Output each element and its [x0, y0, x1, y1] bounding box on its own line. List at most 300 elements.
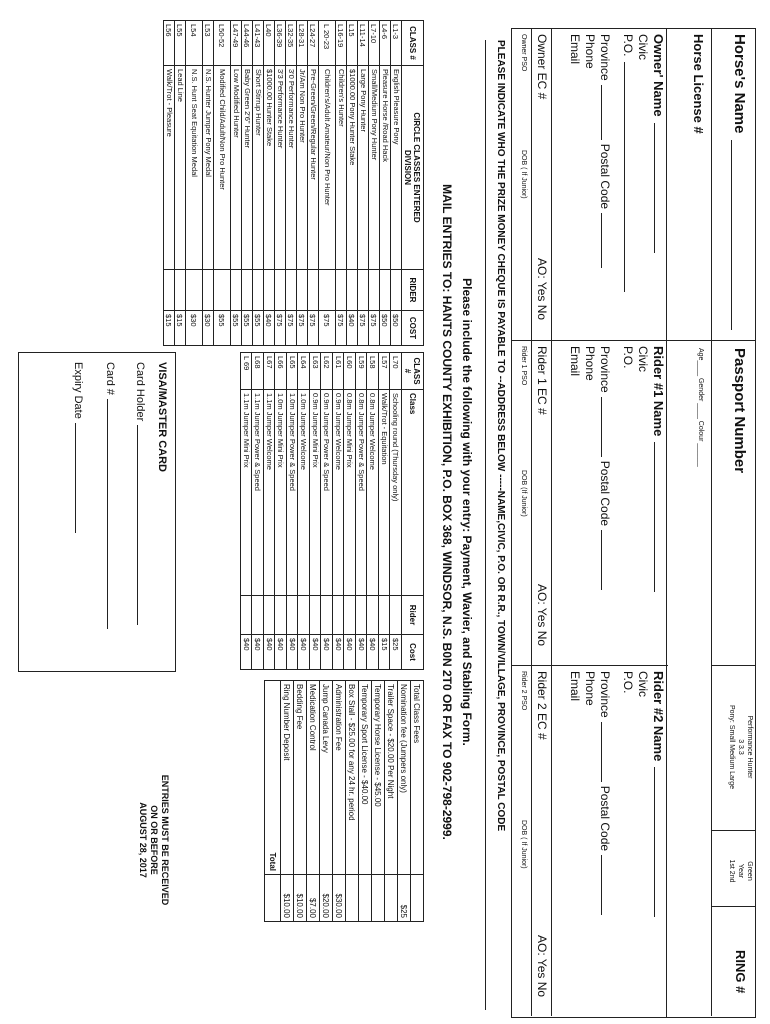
ring-label: RING # — [733, 950, 748, 994]
table-row — [164, 21, 175, 346]
class-division: 3'3 Performance Hunter — [275, 66, 286, 270]
class-number: L56 — [164, 21, 175, 66]
rider-cell — [380, 270, 391, 311]
rider-cell — [379, 596, 391, 635]
class-division: Walk/Trot - Pleasure — [164, 66, 175, 270]
class-number: L15 — [347, 21, 358, 66]
rider-cell — [333, 596, 345, 635]
class-division: $1000.00 Hunter Stake — [264, 66, 275, 270]
table-row — [379, 353, 391, 670]
fee-label: Nomination fee (Jumpers only) — [398, 681, 411, 875]
fee-row — [320, 681, 333, 922]
t2-header-cost: Cost — [402, 635, 424, 670]
class-number: L7-10 — [369, 21, 380, 66]
class-division: N.S. Hunter Jumper Pony Medal — [203, 66, 214, 270]
rider1-name-label: Rider #1 Name — [651, 346, 666, 437]
class-cost: $15 — [175, 311, 186, 346]
fee-row — [372, 681, 385, 922]
fee-amount — [346, 875, 359, 922]
fee-amount: $10.00 — [281, 875, 294, 922]
class-division: English Pleasure Pony — [391, 66, 402, 270]
fee-amount: $10.00 — [294, 875, 307, 922]
notice-rule — [485, 40, 486, 1010]
t2-header-rider: Rider — [402, 596, 424, 635]
division-class-table — [163, 20, 424, 346]
t1-header-class: CLASS # — [402, 21, 424, 66]
rider-cell — [319, 270, 336, 311]
t1-header-division — [402, 66, 424, 270]
rider-cell — [264, 596, 276, 635]
table-row — [390, 353, 402, 670]
card-holder-label: Card Holder — [134, 362, 146, 422]
class-number: L67 — [264, 353, 276, 390]
table-row — [333, 353, 345, 670]
class-cost: $25 — [390, 635, 402, 670]
class-cost: $30 — [203, 311, 214, 346]
card-title: VISA/MASTER CARD — [156, 362, 168, 473]
class-cost: $40 — [367, 635, 379, 670]
rider1-pso: Rider 1 PSO — [520, 346, 527, 386]
card-expiry-field — [72, 362, 84, 533]
class-number: L24-27 — [308, 21, 319, 66]
class-name: 1.1m Jumper Mini Prix — [241, 390, 253, 596]
class-name: 1.0m Jumper Welcome — [298, 390, 310, 596]
jumper-class-table — [240, 352, 424, 670]
class-number: L58 — [367, 353, 379, 390]
table-row — [253, 21, 264, 346]
contacts-divider-h1 — [551, 28, 552, 1016]
table-row — [369, 21, 380, 346]
fee-amount: $25 — [398, 875, 411, 922]
card-holder-line — [137, 425, 138, 625]
deadline-line-3: AUGUST 28, 2017 — [138, 802, 148, 878]
fee-row — [346, 681, 359, 922]
class-number: L57 — [379, 353, 391, 390]
green-line-3: 1st 2nd — [728, 859, 735, 883]
fee-amount — [411, 875, 424, 922]
class-number: L59 — [356, 353, 368, 390]
t2-header-name: Class — [402, 390, 424, 596]
deadline-line-2: ON OR BEFORE — [149, 805, 159, 875]
class-name: 0.8m Jumper Power & Speed — [356, 390, 368, 596]
class-name: 1.0m Jumper Mini Prix — [275, 390, 287, 596]
table-row — [275, 353, 287, 670]
class-number: L68 — [252, 353, 264, 390]
rider-cell — [297, 270, 308, 311]
rider-cell — [390, 596, 402, 635]
rider1-province-line — [601, 397, 602, 457]
rider-cell — [241, 596, 253, 635]
rider2-dob: DOB ( If Junior) — [520, 820, 527, 869]
fee-label: Trailer Space - $20.00 Per Night — [385, 681, 398, 875]
class-number: L28-31 — [297, 21, 308, 66]
class-cost: $40 — [298, 635, 310, 670]
card-number-label: Card # — [104, 362, 116, 396]
fee-row — [411, 681, 424, 922]
rider2-email: Email — [568, 671, 582, 702]
class-number: L41-43 — [253, 21, 264, 66]
green-year-box — [727, 836, 754, 906]
rider-cell — [264, 270, 275, 311]
table-row — [275, 21, 286, 346]
class-cost: $55 — [253, 311, 264, 346]
rider-cell — [308, 270, 319, 311]
class-cost: $40 — [347, 311, 358, 346]
rider-cell — [298, 596, 310, 635]
card-number-line — [107, 399, 108, 629]
fee-amount — [385, 875, 398, 922]
class-cost: $40 — [264, 635, 276, 670]
class-division: Jr/Am Non Pro Hunter — [297, 66, 308, 270]
class-number: L32-35 — [286, 21, 297, 66]
class-name: 1.1m Jumper Welcome — [264, 390, 276, 596]
age-gender-colour: Age____ Gender ____ Colour ______ — [697, 348, 704, 467]
class-division: $1000.00 Pony Hunter Stake — [347, 66, 358, 270]
class-cost: $55 — [214, 311, 231, 346]
fee-row — [398, 681, 411, 922]
class-cost: $40 — [356, 635, 368, 670]
rider-cell — [275, 270, 286, 311]
fees-table — [264, 680, 424, 922]
contacts-divider-h2 — [531, 28, 532, 1016]
horse-name-label: Horse's Name — [731, 34, 748, 134]
rider1-name-line — [654, 442, 655, 592]
rider-cell — [321, 596, 333, 635]
class-name: 0.8m Jumper Mini Prix — [344, 390, 356, 596]
table-row — [310, 353, 322, 670]
owner-section — [567, 34, 666, 334]
class-cost: $75 — [358, 311, 369, 346]
rider-cell — [287, 596, 299, 635]
class-number: L1-3 — [391, 21, 402, 66]
table-row — [286, 21, 297, 346]
fee-label: Ring Number Deposit — [281, 681, 294, 875]
class-cost: $50 — [380, 311, 391, 346]
rider-cell — [344, 596, 356, 635]
contacts-divider-1 — [512, 340, 668, 341]
rider2-civic: Civic — [636, 671, 650, 697]
green-line-2: Year — [737, 863, 744, 879]
owner-name-line — [654, 123, 655, 253]
class-cost: $75 — [336, 311, 347, 346]
class-cost: $75 — [275, 311, 286, 346]
table-row — [298, 353, 310, 670]
table-row — [175, 21, 186, 346]
class-number: L 69 — [241, 353, 253, 390]
rider2-phone: Phone — [583, 671, 597, 706]
fee-row — [307, 681, 320, 922]
class-name: 0.9m Jumper Welcome — [333, 390, 345, 596]
table-row — [231, 21, 242, 346]
class-number: L4-6 — [380, 21, 391, 66]
rider-cell — [310, 596, 322, 635]
rider2-ec-label: Rider 2 EC # — [535, 671, 549, 740]
rider2-province: Province — [598, 671, 612, 718]
fee-amount — [359, 875, 372, 922]
t2-header-class: CLASS # — [402, 353, 424, 390]
class-division: Children's/Adult Amateur/Non Pro Hunter — [319, 66, 336, 270]
table-row — [264, 353, 276, 670]
rider2-po: P.O. — [621, 671, 635, 694]
class-cost: $55 — [231, 311, 242, 346]
rider-cell — [358, 270, 369, 311]
class-division: Large Pony Hunter — [358, 66, 369, 270]
owner-province: Province — [598, 34, 612, 81]
class-cost: $75 — [308, 311, 319, 346]
fee-row — [359, 681, 372, 922]
card-holder-field — [134, 362, 146, 625]
class-cost: $75 — [286, 311, 297, 346]
class-cost: $55 — [242, 311, 253, 346]
table-row — [356, 353, 368, 670]
rider1-po: P.O. — [621, 346, 635, 369]
class-cost: $75 — [297, 311, 308, 346]
fee-label: Temporary Sport License - $40.00 — [359, 681, 372, 875]
owner-po: P.O. — [621, 34, 635, 57]
owner-phone: Phone — [583, 34, 597, 69]
deadline-notice — [137, 760, 170, 920]
class-division: Modified Child/Adult/Non Pro Hunter — [214, 66, 231, 270]
table-row — [186, 21, 203, 346]
rider2-ao: AO: Yes No — [535, 935, 549, 998]
t1-header-division-label: DIVISION — [403, 149, 413, 186]
class-number: L11-14 — [358, 21, 369, 66]
rider2-name-line — [654, 767, 655, 917]
header-divider-v1 — [712, 340, 756, 341]
owner-po-line — [624, 62, 625, 292]
class-cost: $75 — [369, 311, 380, 346]
class-division: Small/Medium Pony Hunter — [369, 66, 380, 270]
class-division: Pre-Green/Green/Regular Hunter — [308, 66, 319, 270]
class-number: L61 — [333, 353, 345, 390]
rider1-dob: DOB (If Junior) — [520, 470, 527, 517]
class-division: Pleasure Horse /Road Hack — [380, 66, 391, 270]
class-division: 3'0 Performance Hunter — [286, 66, 297, 270]
owner-ec-label: Owner EC # — [535, 34, 549, 100]
green-line-1: Green — [746, 861, 753, 881]
class-number: L 20-23 — [319, 21, 336, 66]
fee-row — [333, 681, 346, 922]
class-number: L50-52 — [214, 21, 231, 66]
class-number: L65 — [287, 353, 299, 390]
rider-cell — [175, 270, 186, 311]
table-row — [203, 21, 214, 346]
fee-row — [281, 681, 294, 922]
rider-cell — [391, 270, 402, 311]
class-division: Short Stirrup Hunter — [253, 66, 264, 270]
table-row — [347, 21, 358, 346]
fee-label: Administration Fee — [333, 681, 346, 875]
header-divider-v4 — [668, 340, 712, 341]
rider1-email: Email — [568, 346, 582, 377]
card-expiry-line — [75, 423, 76, 533]
t1-header-cost: COST — [402, 311, 424, 346]
class-division: Baby Green 2'6" Hunter — [242, 66, 253, 270]
class-cost: $40 — [333, 635, 345, 670]
class-number: L64 — [298, 353, 310, 390]
class-division: N.S. Hunt Seat Equitation Medal — [186, 66, 203, 270]
rider-cell — [336, 270, 347, 311]
rider-cell — [214, 270, 231, 311]
rider-cell — [286, 270, 297, 311]
rider-cell — [203, 270, 214, 311]
owner-postal-line — [601, 213, 602, 268]
class-number: L55 — [175, 21, 186, 66]
table-row — [241, 353, 253, 670]
class-number: L53 — [203, 21, 214, 66]
class-cost: $30 — [186, 311, 203, 346]
class-number: L40 — [264, 21, 275, 66]
rider-cell — [367, 596, 379, 635]
table-row — [308, 21, 319, 346]
class-cost: $40 — [310, 635, 322, 670]
fee-amount: $7.00 — [307, 875, 320, 922]
fees-total-value — [265, 875, 281, 922]
rider1-section — [567, 346, 666, 658]
class-name: Schooling round (Thursday only) — [390, 390, 402, 596]
owner-postal: Postal Code — [598, 143, 612, 210]
perf-line-1: Performance Hunter — [746, 715, 753, 779]
rider1-phone: Phone — [583, 346, 597, 381]
fee-amount: $30.00 — [333, 875, 346, 922]
table-row — [321, 353, 333, 670]
performance-hunter-box — [727, 672, 754, 822]
class-name: Walk/Trot - Equitation — [379, 390, 391, 596]
fee-row — [385, 681, 398, 922]
owner-name-label: Owner' Name — [651, 34, 666, 117]
horse-license-label: Horse License # — [691, 34, 706, 134]
header-divider-h — [711, 28, 712, 1016]
class-cost: $40 — [241, 635, 253, 670]
t1-caption: CIRCLE CLASSES ENTERED — [412, 112, 422, 223]
table-row — [264, 21, 275, 346]
fee-amount: $20.00 — [320, 875, 333, 922]
table-row — [319, 21, 336, 346]
table-row — [336, 21, 347, 346]
rider-cell — [164, 270, 175, 311]
rider2-province-line — [601, 722, 602, 782]
class-division: Children's Hunter — [336, 66, 347, 270]
table-row — [287, 353, 299, 670]
fee-amount — [372, 875, 385, 922]
rider-cell — [253, 270, 264, 311]
rider1-province: Province — [598, 346, 612, 393]
class-name: 0.9m Jumper Mini Prix — [310, 390, 322, 596]
fee-row — [294, 681, 307, 922]
card-number-field — [104, 362, 116, 629]
perf-line-2: 3 3.3 — [737, 739, 744, 755]
mail-entries-notice: MAIL ENTRIES TO: HANTS COUNTY EXHIBITION, P.O. BOX 368, WINDSOR, N.S. B0N 2T0 OR FAX TO 902-798-2999. — [440, 184, 454, 840]
rider1-postal-line — [601, 530, 602, 590]
class-cost: $15 — [379, 635, 391, 670]
table-row — [380, 21, 391, 346]
rider2-pso: Rider 2 PSO — [520, 671, 527, 711]
fee-label: Bedding Fee — [294, 681, 307, 875]
fee-label: Temporary Horse License - $45.00 — [372, 681, 385, 875]
fee-label: Box Stall - $25.00 for any 24 hr. period — [346, 681, 359, 875]
table-row — [214, 21, 231, 346]
horse-name-line — [731, 140, 732, 330]
table-row — [391, 21, 402, 346]
table-row — [358, 21, 369, 346]
class-name: 1.0m Jumper Power & Speed — [287, 390, 299, 596]
class-number: L47-49 — [231, 21, 242, 66]
passport-label: Passport Number — [731, 348, 748, 474]
fee-label: Jump Canada Levy — [320, 681, 333, 875]
class-number: L16-19 — [336, 21, 347, 66]
class-number: L66 — [275, 353, 287, 390]
rider1-postal: Postal Code — [598, 460, 612, 527]
fee-label: Total Class Fees — [411, 681, 424, 875]
table-row — [297, 21, 308, 346]
prize-cheque-notice: PLEASE INDICATE WHO THE PRIZE MONEY CHEQUE IS PAYABLE TO --ADDRESS BELOW -----NAME,CIVIC, P.O. OR R.R., TOWN/VILLAGE, PROVINCE, POSTAL CODE — [495, 40, 506, 832]
table-row — [344, 353, 356, 670]
owner-province-line — [601, 85, 602, 140]
class-cost: $40 — [275, 635, 287, 670]
perf-line-3: Pony: Small Medium Large — [728, 704, 735, 790]
fee-label: Medication Control — [307, 681, 320, 875]
class-cost: $15 — [164, 311, 175, 346]
class-cost: $40 — [252, 635, 264, 670]
class-number: L54 — [186, 21, 203, 66]
rider-cell — [347, 270, 358, 311]
class-cost: $40 — [321, 635, 333, 670]
header-divider-v3 — [712, 830, 756, 831]
rider1-civic: Civic — [636, 346, 650, 372]
class-number: L44-46 — [242, 21, 253, 66]
card-expiry-label: Expiry Date — [72, 362, 84, 419]
fees-total-label: Total — [265, 681, 281, 875]
owner-ao: AO: Yes No — [535, 258, 549, 321]
class-cost: $40 — [344, 635, 356, 670]
table-row — [242, 21, 253, 346]
class-number: L63 — [310, 353, 322, 390]
class-cost: $50 — [391, 311, 402, 346]
owner-email: Email — [568, 34, 582, 65]
rider-cell — [186, 270, 203, 311]
rider2-postal-line — [601, 855, 602, 915]
rider-cell — [275, 596, 287, 635]
credit-card-box — [18, 352, 176, 672]
t1-header-rider: RIDER — [402, 270, 424, 311]
class-number: L62 — [321, 353, 333, 390]
class-cost: $40 — [287, 635, 299, 670]
table-row — [367, 353, 379, 670]
rider-cell — [231, 270, 242, 311]
rider-cell — [369, 270, 380, 311]
rider-cell — [252, 596, 264, 635]
class-division: Low Modified Hunter — [231, 66, 242, 270]
rider2-postal: Postal Code — [598, 785, 612, 852]
table-row — [252, 353, 264, 670]
owner-dob: DOB ( If Junior) — [520, 150, 527, 199]
rider2-name-label: Rider #2 Name — [651, 671, 666, 762]
deadline-line-1: ENTRIES MUST BE RECEIVED — [160, 774, 170, 906]
class-number: L60 — [344, 353, 356, 390]
header-divider-v2 — [712, 665, 756, 666]
class-name: 0.9m Jumper Power & Speed — [321, 390, 333, 596]
class-division: Lead Line — [175, 66, 186, 270]
contacts-divider-2 — [512, 665, 668, 666]
rider1-ao: AO: Yes No — [535, 584, 549, 647]
rider2-section — [567, 671, 666, 1011]
owner-pso: Owner PSO — [520, 34, 527, 72]
rider-cell — [356, 596, 368, 635]
class-number: L36-39 — [275, 21, 286, 66]
class-name: 0.8m Jumper Welcome — [367, 390, 379, 596]
class-name: 1.1m Jumper Power & Speed — [252, 390, 264, 596]
include-notice: Please include the following with your entry: Payment, Wavier, and Stabling Form. — [460, 278, 474, 746]
